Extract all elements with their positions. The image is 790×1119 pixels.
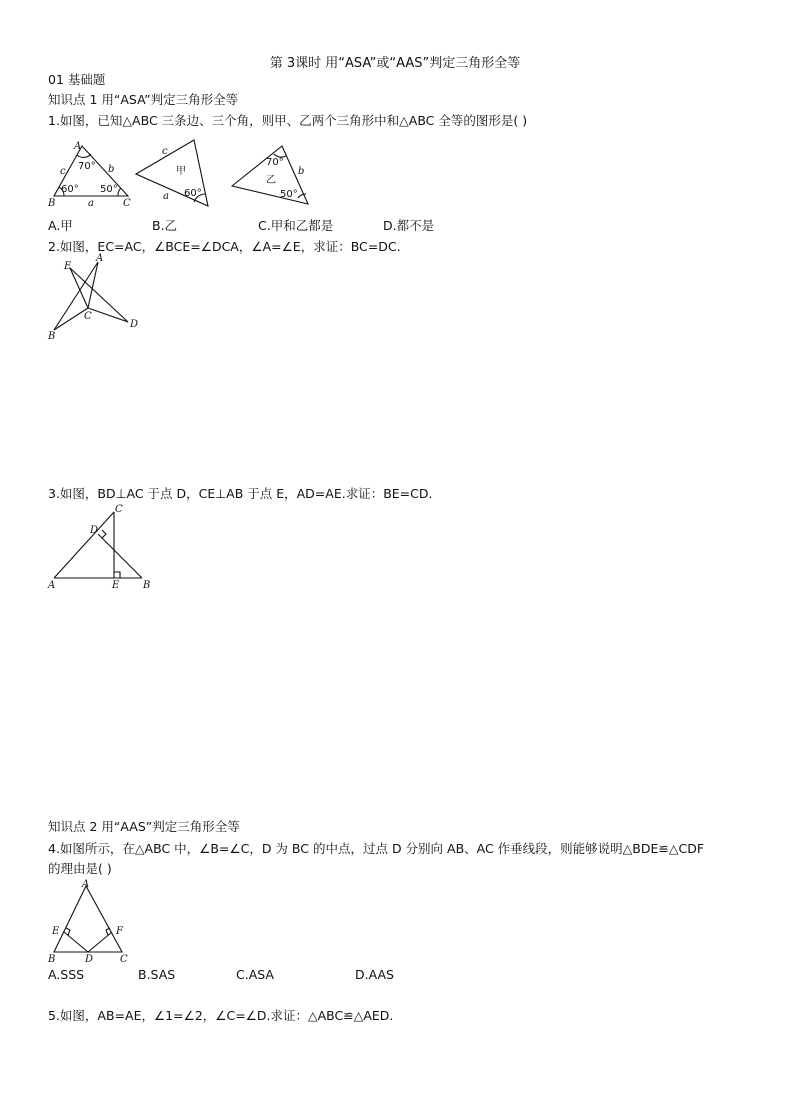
q1-angle-A: 70° bbox=[78, 161, 96, 172]
q3-figure bbox=[46, 504, 156, 590]
q1-triangle-jia bbox=[132, 136, 222, 212]
q1-jia-label-c: c bbox=[162, 146, 168, 157]
q2-label-D: D bbox=[130, 319, 139, 330]
q1-jia-angle: 60° bbox=[184, 188, 202, 199]
q1-stem: 1.如图，已知△ABC 三条边、三个角，则甲、乙两个三角形中和△ABC 全等的图形是( ) bbox=[48, 113, 528, 128]
q2-label-C: C bbox=[84, 311, 92, 322]
q4-label-B: B bbox=[48, 954, 56, 965]
q4-label-E: E bbox=[52, 926, 60, 937]
q4-label-A: A bbox=[82, 879, 90, 890]
q3-label-B: B bbox=[143, 580, 151, 591]
q4-option-d: D.AAS bbox=[355, 967, 394, 982]
q1-option-c: C.甲和乙都是 bbox=[258, 218, 334, 233]
q1-label-a: a bbox=[88, 198, 94, 209]
q1-angle-B: 60° bbox=[61, 184, 79, 195]
q1-yi-angle-1: 70° bbox=[266, 157, 284, 168]
q1-label-c: c bbox=[60, 166, 66, 177]
q4-stem-line2: 的理由是( ) bbox=[48, 861, 112, 876]
q2-stem: 2.如图，EC=AC，∠BCE=∠DCA，∠A=∠E，求证：BC=DC. bbox=[48, 239, 401, 254]
q3-label-C: C bbox=[115, 504, 123, 515]
q1-jia-label-a: a bbox=[163, 191, 169, 202]
section-heading: 01 基础题 bbox=[48, 72, 106, 87]
q4-option-b: B.SAS bbox=[138, 967, 176, 982]
q4-label-F: F bbox=[116, 926, 123, 937]
q1-option-b: B.乙 bbox=[152, 218, 178, 233]
q2-label-E: E bbox=[64, 261, 72, 272]
q2-label-B: B bbox=[48, 331, 56, 342]
q3-label-E: E bbox=[112, 580, 120, 591]
q4-option-a: A.SSS bbox=[48, 967, 85, 982]
q3-label-D: D bbox=[90, 525, 99, 536]
q1-triangle-yi bbox=[228, 138, 318, 210]
q4-option-c: C.ASA bbox=[236, 967, 274, 982]
q1-jia-name: 甲 bbox=[176, 166, 186, 177]
q1-angle-C: 50° bbox=[100, 184, 118, 195]
q2-label-A: A bbox=[96, 253, 104, 264]
q1-yi-angle-2: 50° bbox=[280, 189, 298, 200]
q3-stem: 3.如图，BD⊥AC 于点 D，CE⊥AB 于点 E，AD=AE.求证：BE=CD. bbox=[48, 486, 433, 501]
q1-option-d: D.都不是 bbox=[383, 218, 435, 233]
q1-label-b: b bbox=[108, 164, 115, 175]
q1-triangle-abc bbox=[46, 138, 146, 210]
q1-label-C: C bbox=[123, 198, 131, 209]
q2-figure bbox=[46, 253, 146, 342]
q1-label-A: A bbox=[74, 141, 82, 152]
q1-label-B: B bbox=[48, 198, 56, 209]
page-title: 第 3课时 用“ASA”或“AAS”判定三角形全等 bbox=[269, 56, 521, 71]
q4-label-D: D bbox=[85, 954, 94, 965]
q3-label-A: A bbox=[48, 580, 56, 591]
q4-label-C: C bbox=[120, 954, 128, 965]
knowledge-point-2: 知识点 2 用“AAS”判定三角形全等 bbox=[48, 819, 240, 834]
q4-stem-line1: 4.如图所示，在△ABC 中，∠B=∠C，D 为 BC 的中点，过点 D 分别向 AB、AC 作垂线段，则能够说明△BDE≌△CDF bbox=[48, 841, 705, 856]
q5-stem: 5.如图，AB=AE，∠1=∠2，∠C=∠D.求证：△ABC≌△AED. bbox=[48, 1008, 394, 1023]
knowledge-point-1: 知识点 1 用“ASA”判定三角形全等 bbox=[48, 92, 239, 107]
q1-yi-name: 乙 bbox=[266, 175, 276, 186]
q1-yi-label-b: b bbox=[298, 166, 305, 177]
q1-option-a: A.甲 bbox=[48, 218, 73, 233]
q4-figure bbox=[46, 878, 136, 964]
